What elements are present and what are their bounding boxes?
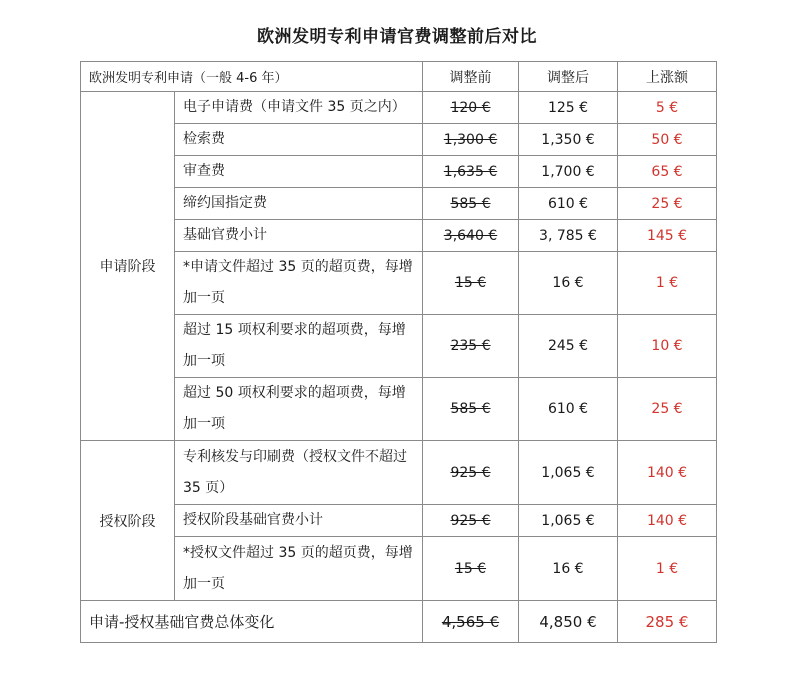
fee-before: 925 € <box>450 512 491 529</box>
header-before: 调整前 <box>423 62 519 92</box>
fee-increase: 50 € <box>618 124 717 156</box>
subtotal-row <box>81 505 717 537</box>
table-row <box>81 188 717 220</box>
fee-increase: 140 € <box>618 441 717 505</box>
fee-increase: 5 € <box>618 92 717 124</box>
fee-increase: 1 € <box>618 252 717 315</box>
fee-item: 缔约国指定费 <box>175 188 423 220</box>
fee-increase: 25 € <box>618 378 717 441</box>
fee-after: 610 € <box>519 188 618 220</box>
fee-before: 1,635 € <box>443 163 498 180</box>
fee-before: 3,640 € <box>443 227 498 244</box>
total-increase: 285 € <box>618 601 717 643</box>
header-increase: 上涨额 <box>618 62 717 92</box>
fee-increase: 140 € <box>618 505 717 537</box>
fee-after: 1,700 € <box>519 156 618 188</box>
stage-label-grant: 授权阶段 <box>81 441 175 601</box>
total-row <box>81 601 717 643</box>
table-row <box>81 92 717 124</box>
fee-before: 15 € <box>454 560 487 577</box>
fee-increase: 1 € <box>618 537 717 601</box>
stage-label-filing: 申请阶段 <box>81 92 175 441</box>
table-row <box>81 378 717 441</box>
table-row <box>81 252 717 315</box>
table-row <box>81 124 717 156</box>
total-label: 申请-授权基础官费总体变化 <box>81 601 423 643</box>
header-row <box>81 62 717 92</box>
fee-before: 585 € <box>450 195 491 212</box>
fee-item: 授权阶段基础官费小计 <box>175 505 423 537</box>
table-row <box>81 441 717 505</box>
fee-item: 超过 50 项权利要求的超项费，每增加一项 <box>175 378 423 441</box>
fee-after: 1,065 € <box>519 441 618 505</box>
table-row <box>81 315 717 378</box>
fee-after: 1,065 € <box>519 505 618 537</box>
fee-after: 125 € <box>519 92 618 124</box>
fee-before: 1,300 € <box>443 131 498 148</box>
fee-before: 585 € <box>450 401 491 417</box>
fee-after: 610 € <box>519 378 618 441</box>
fee-after: 245 € <box>519 315 618 378</box>
fee-after: 16 € <box>519 252 618 315</box>
fee-after: 3, 785 € <box>519 220 618 252</box>
fee-increase: 145 € <box>618 220 717 252</box>
fee-after: 16 € <box>519 537 618 601</box>
fee-item: 电子申请费（申请文件 35 页之内） <box>175 92 423 124</box>
table-row <box>81 537 717 601</box>
fee-before: 235 € <box>450 338 491 354</box>
fee-item: 检索费 <box>175 124 423 156</box>
table-row <box>81 156 717 188</box>
fee-item: 专利核发与印刷费（授权文件不超过 35 页） <box>175 441 423 505</box>
fee-increase: 65 € <box>618 156 717 188</box>
fee-before: 120 € <box>450 99 491 116</box>
fee-item: 超过 15 项权利要求的超项费，每增加一项 <box>175 315 423 378</box>
page-title: 欧洲发明专利申请官费调整前后对比 <box>257 27 537 47</box>
total-before: 4,565 € <box>441 612 500 631</box>
fee-item: *申请文件超过 35 页的超页费，每增加一页 <box>175 252 423 315</box>
fee-increase: 25 € <box>618 188 717 220</box>
fee-comparison-table <box>80 61 717 643</box>
fee-item: 审查费 <box>175 156 423 188</box>
fee-before: 15 € <box>454 275 487 291</box>
fee-item: 基础官费小计 <box>175 220 423 252</box>
total-after: 4,850 € <box>519 601 618 643</box>
header-after: 调整后 <box>519 62 618 92</box>
subtotal-row <box>81 220 717 252</box>
fee-before: 925 € <box>450 464 491 481</box>
fee-item: *授权文件超过 35 页的超页费，每增加一页 <box>175 537 423 601</box>
fee-after: 1,350 € <box>519 124 618 156</box>
fee-increase: 10 € <box>618 315 717 378</box>
header-item: 欧洲发明专利申请（一般 4-6 年） <box>81 62 423 92</box>
